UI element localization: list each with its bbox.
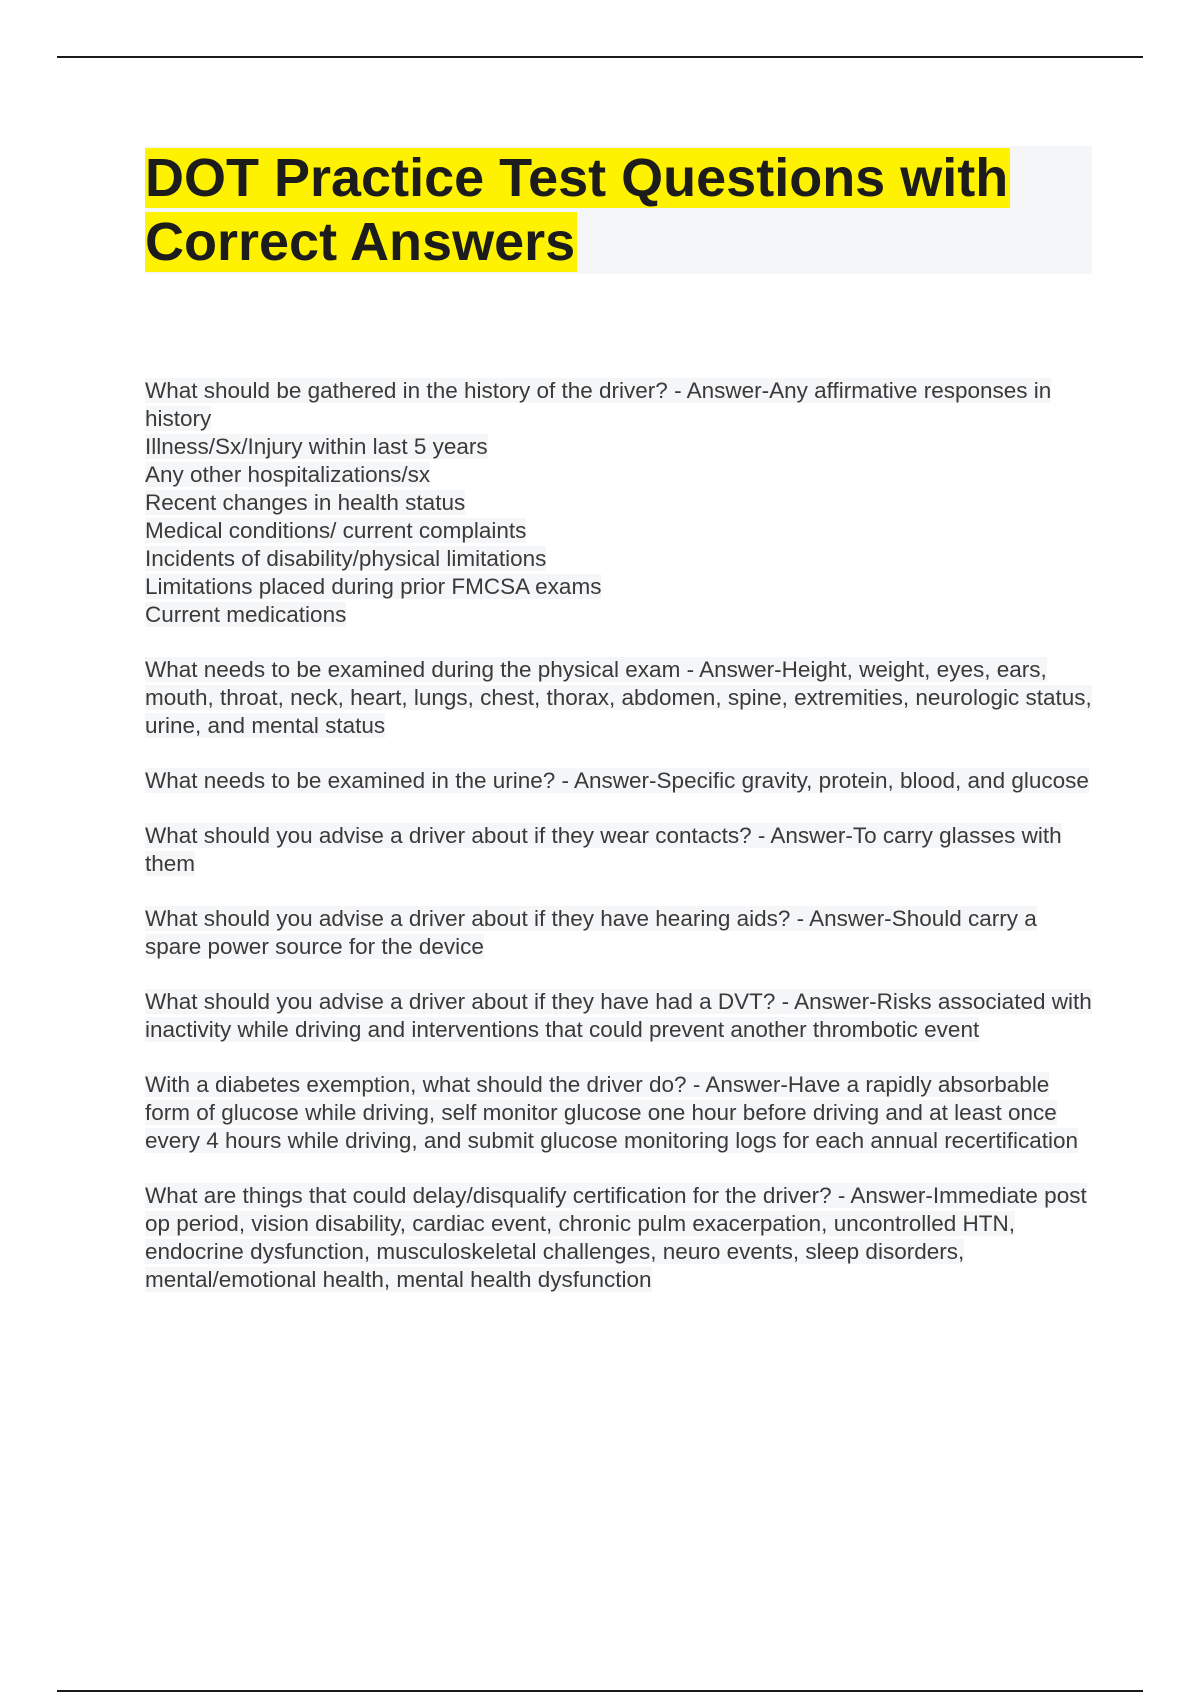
answer-text: Risks associated with inactivity while driving and interventions that could prevent another thrombotic event (145, 989, 1092, 1042)
answer-separator: - Answer- (555, 768, 657, 793)
title-block (145, 146, 1092, 274)
qa-item (145, 1071, 1095, 1155)
answer-separator: - Answer- (667, 378, 770, 403)
title-line-1: DOT Practice Test Questions with (145, 148, 1009, 208)
question-text: What are things that could delay/disqualify certification for the driver? (145, 1183, 832, 1208)
answer-line: Recent changes in health status (145, 490, 466, 515)
qa-item (145, 656, 1095, 740)
answer-separator: - Answer- (775, 989, 877, 1014)
qa-item (145, 767, 1095, 795)
question-text: What needs to be examined during the physical exam (145, 657, 681, 682)
qa-item (145, 988, 1095, 1044)
answer-separator: - Answer- (686, 1072, 788, 1097)
question-text: With a diabetes exemption, what should the driver do? (145, 1072, 687, 1097)
title-line-2: Correct Answers (145, 212, 576, 272)
answer-line: Limitations placed during prior FMCSA exams (145, 574, 602, 599)
qa-item (145, 377, 1095, 629)
question-text: What needs to be examined in the urine? (145, 768, 556, 793)
answer-line: Current medications (145, 602, 347, 627)
answer-text: Height, weight, eyes, ears, mouth, throat, neck, heart, lungs, chest, thorax, abdomen, spine, extremities, neurologic status, urine, and mental status (145, 657, 1092, 738)
question-text: What should you advise a driver about if they wear contacts? (145, 823, 752, 848)
question-text: What should you advise a driver about if they have hearing aids? (145, 906, 791, 931)
answer-line: Illness/Sx/Injury within last 5 years (145, 434, 488, 459)
answer-separator: - Answer- (680, 657, 782, 682)
answer-separator: - Answer- (790, 906, 892, 931)
qa-item (145, 1182, 1095, 1294)
question-text: What should be gathered in the history of the driver? (145, 378, 668, 403)
qa-list (145, 377, 1095, 1321)
qa-item (145, 822, 1095, 878)
answer-separator: - Answer- (831, 1183, 933, 1208)
answer-text: Any affirmative responses in history (145, 378, 1052, 431)
answer-separator: - Answer- (751, 823, 853, 848)
bottom-rule (57, 1690, 1143, 1692)
answer-text: Have a rapidly absorbable form of glucose while driving, self monitor glucose one hour before driving and at least once every 4 hours while driving, and submit glucose monitoring logs for each annual recertification (145, 1072, 1078, 1153)
answer-text: Should carry a spare power source for the device (145, 906, 1037, 959)
answer-text: To carry glasses with them (145, 823, 1062, 876)
page-title (145, 146, 1092, 274)
answer-text: Immediate post op period, vision disability, cardiac event, chronic pulm exacerpation, uncontrolled HTN, endocrine dysfunction, musculoskeletal challenges, neuro events, sleep disorders, mental/emotional health, mental health dysfunction (145, 1183, 1087, 1292)
qa-item (145, 905, 1095, 961)
question-text: What should you advise a driver about if they have had a DVT? (145, 989, 776, 1014)
answer-line: Any other hospitalizations/sx (145, 462, 431, 487)
answer-line: Medical conditions/ current complaints (145, 518, 527, 543)
top-rule (57, 56, 1143, 58)
answer-line: Incidents of disability/physical limitations (145, 546, 547, 571)
answer-text: Specific gravity, protein, blood, and glucose (656, 768, 1089, 793)
